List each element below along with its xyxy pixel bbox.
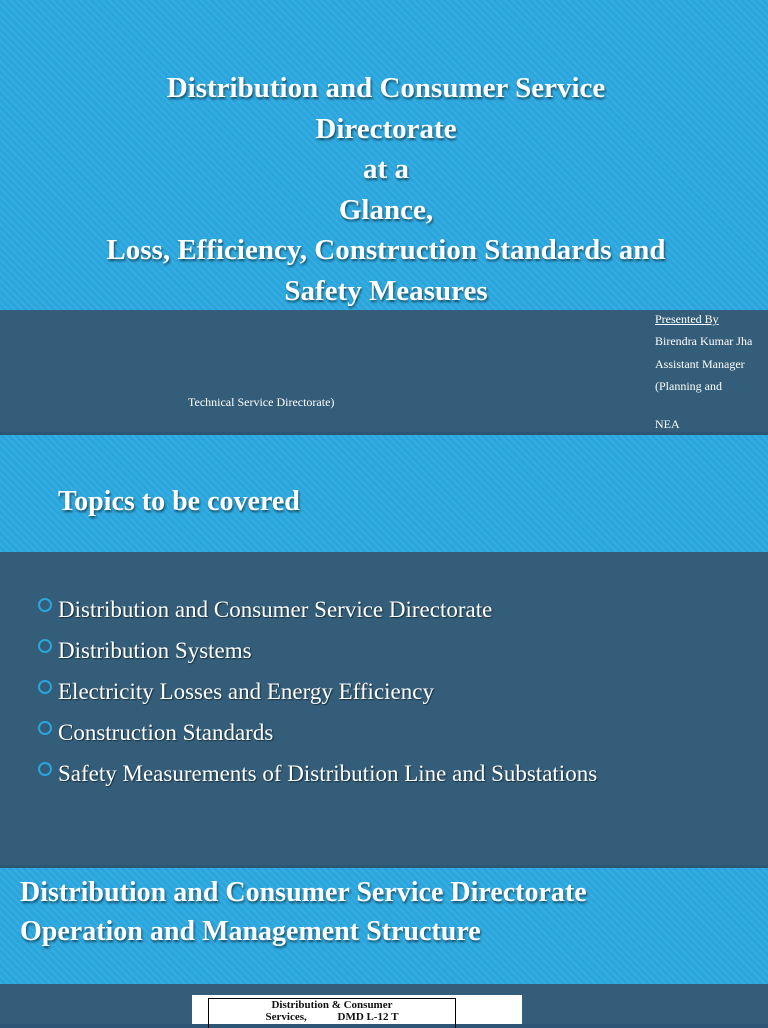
slide1-title	[0, 68, 768, 311]
presented-by-label: Presented By	[655, 312, 719, 326]
presenter-dept: (Planning and	[655, 379, 722, 393]
topic-item	[38, 596, 492, 624]
title-line: Glance,	[338, 193, 434, 226]
topic-label: Distribution and Consumer Service Directorate	[58, 597, 493, 622]
presenter-org: NEA	[655, 417, 680, 431]
topic-label: Safety Measurements of Distribution Line and Substations	[58, 761, 598, 786]
org-box-line	[209, 1011, 455, 1023]
topic-label: Construction Standards	[58, 720, 274, 745]
org-box-text: Services,	[265, 1011, 307, 1023]
slide2-heading: Topics to be covered	[58, 486, 300, 517]
heading-line: Distribution and Consumer Service Directorate	[20, 877, 587, 908]
topic-item	[38, 637, 252, 665]
title-line: Directorate	[315, 112, 457, 145]
topic-label: Distribution Systems	[58, 638, 252, 663]
circle-bullet-icon	[38, 762, 52, 776]
presenter-name: Birendra Kumar Jha	[655, 334, 753, 348]
circle-bullet-icon	[38, 639, 52, 653]
title-line: Safety Measures	[284, 274, 488, 307]
org-chart-image	[192, 995, 522, 1024]
topic-item	[38, 678, 434, 706]
title-line: at a	[363, 153, 409, 185]
org-box-text: DMD L-12 T	[337, 1011, 399, 1023]
topic-item	[38, 719, 273, 747]
circle-bullet-icon	[38, 721, 52, 735]
topic-label: Electricity Losses and Energy Efficiency	[58, 679, 434, 704]
org-box-line: Distribution & Consumer	[271, 999, 393, 1011]
presenter-dept-continued: Technical Service Directorate)	[188, 395, 335, 409]
slide3-heading	[20, 873, 587, 951]
topic-item	[38, 760, 597, 788]
circle-bullet-icon	[38, 598, 52, 612]
circle-bullet-icon	[38, 680, 52, 694]
heading-line: Operation and Management Structure	[20, 916, 481, 947]
presenter-role: Assistant Manager	[655, 357, 745, 371]
title-line: Loss, Efficiency, Construction Standards and	[106, 234, 666, 266]
slide1-presenter-band	[0, 310, 768, 432]
title-line: Distribution and Consumer Service	[166, 72, 606, 104]
